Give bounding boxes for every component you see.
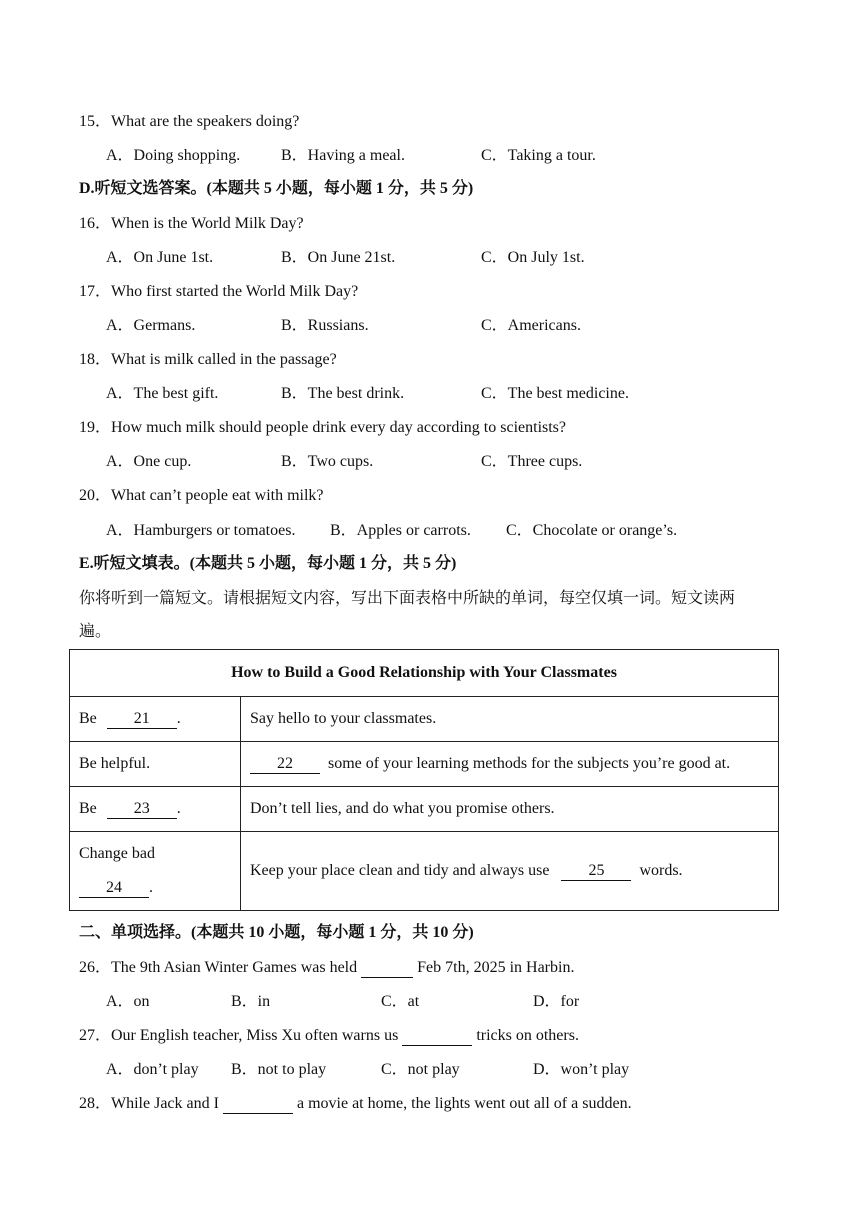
- cell-text: Be: [79, 709, 97, 727]
- cell-text: some of your learning methods for the subjects you’re good at.: [328, 754, 731, 772]
- table-row: [70, 742, 779, 787]
- question-15: 15．What are the speakers doing?: [79, 113, 300, 130]
- q16-option-c: C．On July 1st.: [481, 249, 585, 266]
- q19-option-c: C．Three cups.: [481, 453, 583, 470]
- stem-text: 27．Our English teacher, Miss Xu often warns us: [79, 1027, 399, 1044]
- stem-text: 26．The 9th Asian Winter Games was held: [79, 959, 358, 976]
- question-16: 16．When is the World Milk Day?: [79, 215, 304, 232]
- table-row: [70, 832, 779, 911]
- table-cell: Be helpful.: [70, 742, 241, 787]
- q18-option-b: B．The best drink.: [281, 385, 405, 402]
- q27-option-a: A．don’t play: [106, 1061, 199, 1078]
- question-20: 20．What can’t people eat with milk?: [79, 487, 324, 504]
- stem-text: 28．While Jack and I: [79, 1095, 219, 1112]
- section-e-instructions: 你将听到一篇短文。请根据短文内容，写出下面表格中所缺的单词，每空仅填一词。短文读两: [79, 590, 736, 607]
- question-17: 17．Who first started the World Milk Day?: [79, 283, 359, 300]
- section-2-heading: 二、单项选择。(本题共 10 小题，每小题 1 分，共 10 分): [79, 924, 474, 941]
- stem-text: a movie at home, the lights went out all of a sudden.: [296, 1095, 632, 1112]
- table-cell: [70, 832, 241, 911]
- question-28: [79, 1093, 632, 1115]
- answer-blank: [223, 1095, 293, 1114]
- q15-option-b: B．Having a meal.: [281, 147, 405, 164]
- cell-text: Keep your place clean and tidy and always use: [250, 861, 550, 879]
- table-row: [70, 787, 779, 832]
- question-27: [79, 1025, 579, 1047]
- table-cell: Don’t tell lies, and do what you promise others.: [241, 787, 779, 832]
- question-26: [79, 957, 574, 979]
- question-19: 19．How much milk should people drink every day according to scientists?: [79, 419, 567, 436]
- fill-in-table: [69, 649, 779, 911]
- q18-option-c: C．The best medicine.: [481, 385, 629, 402]
- blank-22: 22: [250, 755, 320, 774]
- q26-option-b: B．in: [231, 993, 271, 1010]
- q26-option-d: D．for: [533, 993, 580, 1010]
- cell-text: Change bad: [79, 845, 155, 862]
- q18-option-a: A．The best gift.: [106, 385, 219, 402]
- q20-option-b: B．Apples or carrots.: [330, 522, 471, 539]
- section-e-heading: E.听短文填表。(本题共 5 小题，每小题 1 分，共 5 分): [79, 555, 457, 572]
- cell-text: words.: [639, 861, 683, 879]
- q26-option-c: C．at: [381, 993, 420, 1010]
- cell-text: Be: [79, 799, 97, 817]
- cell-text: .: [176, 799, 181, 817]
- table-cell: [241, 742, 779, 787]
- answer-blank: [402, 1027, 472, 1046]
- stem-text: tricks on others.: [476, 1027, 579, 1044]
- table-cell: [241, 832, 779, 911]
- q16-option-a: A．On June 1st.: [106, 249, 214, 266]
- q20-option-a: A．Hamburgers or tomatoes.: [106, 522, 296, 539]
- q20-option-c: C．Chocolate or orange’s.: [506, 522, 678, 539]
- q17-option-c: C．Americans.: [481, 317, 581, 334]
- table-cell: [70, 697, 241, 742]
- section-d-heading: D.听短文选答案。(本题共 5 小题，每小题 1 分，共 5 分): [79, 180, 474, 197]
- table-cell: [70, 787, 241, 832]
- blank-23: 23: [107, 800, 177, 819]
- blank-25: 25: [561, 862, 631, 881]
- section-e-instructions-cont: 遍。: [79, 623, 112, 640]
- question-18: 18．What is milk called in the passage?: [79, 351, 337, 368]
- q27-option-b: B．not to play: [231, 1061, 327, 1078]
- q19-option-b: B．Two cups.: [281, 453, 374, 470]
- table-cell: Say hello to your classmates.: [241, 697, 779, 742]
- answer-blank: [361, 959, 413, 978]
- q17-option-a: A．Germans.: [106, 317, 196, 334]
- stem-text: Feb 7th, 2025 in Harbin.: [417, 959, 575, 976]
- table-row: [70, 697, 779, 742]
- q15-option-a: A．Doing shopping.: [106, 147, 241, 164]
- q15-option-c: C．Taking a tour.: [481, 147, 596, 164]
- blank-24: 24: [79, 879, 149, 898]
- q27-option-c: C．not play: [381, 1061, 460, 1078]
- cell-text: .: [176, 709, 181, 727]
- q27-option-d: D．won’t play: [533, 1061, 630, 1078]
- cell-text: .: [149, 879, 153, 896]
- q16-option-b: B．On June 21st.: [281, 249, 396, 266]
- blank-21: 21: [107, 710, 177, 729]
- table-title: How to Build a Good Relationship with Your Classmates: [70, 650, 779, 697]
- q26-option-a: A．on: [106, 993, 150, 1010]
- q17-option-b: B．Russians.: [281, 317, 369, 334]
- q19-option-a: A．One cup.: [106, 453, 192, 470]
